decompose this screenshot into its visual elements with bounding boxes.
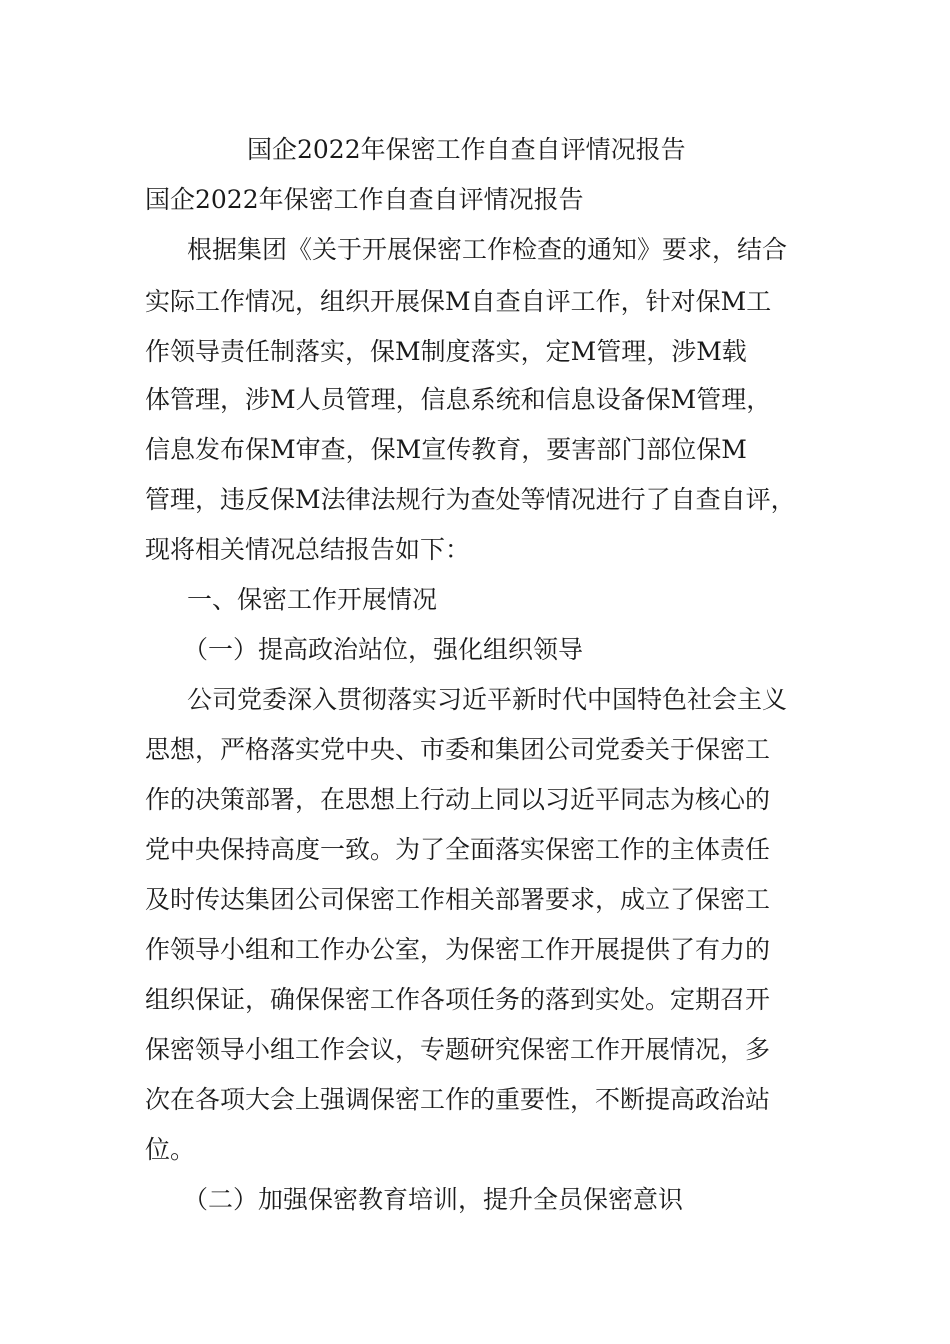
document-title: 国企2022年保密工作自查自评情况报告 [247,135,686,164]
paragraph-line: 作的决策部署，在思想上行动上同以习近平同志为核心的 [145,785,771,814]
paragraph-line: 次在各项大会上强调保密工作的重要性，不断提高政治站 [145,1085,771,1114]
document-subtitle: 国企2022年保密工作自查自评情况报告 [145,185,584,214]
paragraph-line: 位。 [145,1135,196,1164]
paragraph-line: 及时传达集团公司保密工作相关部署要求，成立了保密工 [145,885,771,914]
paragraph-line: 组织保证，确保保密工作各项任务的落到实处。定期召开 [145,985,771,1014]
paragraph-line: 公司党委深入贯彻落实习近平新时代中国特色社会主义 [187,685,788,714]
subsection-heading: （一）提高政治站位，强化组织领导 [183,635,584,664]
subsection-heading: （二）加强保密教育培训，提升全员保密意识 [183,1185,684,1214]
paragraph-line: 保密领导小组工作会议，专题研究保密工作开展情况，多 [145,1035,771,1064]
section-heading: 一、保密工作开展情况 [187,585,438,614]
paragraph-line: 体管理，涉M人员管理，信息系统和信息设备保M管理， [145,385,772,414]
paragraph-line: 作领导责任制落实，保M制度落实，定M管理，涉M载 [145,337,747,366]
paragraph-line: 信息发布保M审查，保M宣传教育，要害部门部位保M [145,435,747,464]
paragraph-line: 实际工作情况，组织开展保M自查自评工作，针对保M工 [145,287,772,316]
paragraph-line: 现将相关情况总结报告如下： [145,535,471,564]
paragraph-line: 管理，违反保M法律法规行为查处等情况进行了自查自评， [145,485,796,514]
paragraph-line: 思想，严格落实党中央、市委和集团公司党委关于保密工 [145,735,771,764]
paragraph-line: 党中央保持高度一致。为了全面落实保密工作的主体责任 [145,835,771,864]
paragraph-line: 根据集团《关于开展保密工作检查的通知》要求，结合 [187,235,788,264]
paragraph-line: 作领导小组和工作办公室，为保密工作开展提供了有力的 [145,935,771,964]
